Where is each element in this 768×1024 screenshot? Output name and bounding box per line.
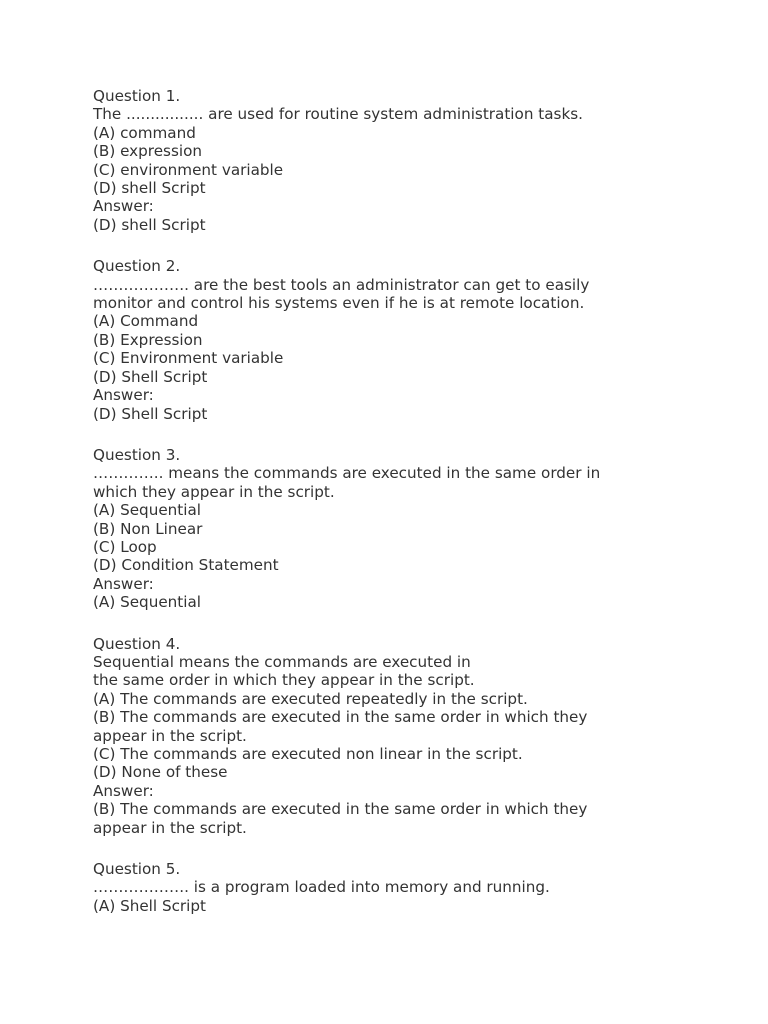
option: (D) Shell Script xyxy=(93,367,208,386)
document-page xyxy=(93,87,693,938)
answer-label: Answer: xyxy=(93,574,154,593)
answer-label: Answer: xyxy=(93,386,154,405)
answer-text: (B) The commands are executed in the same order in which they xyxy=(93,800,588,819)
question-heading: Question 3. xyxy=(93,445,181,464)
option: (B) expression xyxy=(93,142,203,161)
option: (A) Shell Script xyxy=(93,896,206,915)
answer-label: Answer: xyxy=(93,781,154,800)
option: appear in the script. xyxy=(93,726,247,745)
question-5 xyxy=(93,860,693,915)
option: (A) Sequential xyxy=(93,501,201,520)
question-stem: ………………. is a program loaded into memory and running. xyxy=(93,878,550,897)
option: (C) Loop xyxy=(93,537,157,556)
option: (D) None of these xyxy=(93,763,228,782)
question-stem: monitor and control his systems even if he is at remote location. xyxy=(93,294,585,313)
option: (B) The commands are executed in the same order in which they xyxy=(93,708,588,727)
option: (B) Expression xyxy=(93,330,203,349)
question-stem: Sequential means the commands are executed in xyxy=(93,652,471,671)
option: (D) shell Script xyxy=(93,179,206,198)
option: (D) Condition Statement xyxy=(93,556,279,575)
option: (A) command xyxy=(93,123,196,142)
option: (C) environment variable xyxy=(93,160,284,179)
option: (B) Non Linear xyxy=(93,519,203,538)
answer-text: (D) shell Script xyxy=(93,215,206,234)
question-stem: ………….. means the commands are executed in the same order in xyxy=(93,464,601,483)
question-heading: Question 4. xyxy=(93,634,181,653)
question-heading: Question 1. xyxy=(93,87,181,105)
option: (C) Environment variable xyxy=(93,349,284,368)
question-stem: ………………. are the best tools an administrator can get to easily xyxy=(93,275,590,294)
question-3 xyxy=(93,446,693,612)
question-heading: Question 5. xyxy=(93,860,181,879)
question-stem: the same order in which they appear in the script. xyxy=(93,671,475,690)
question-4 xyxy=(93,635,693,837)
answer-text: (A) Sequential xyxy=(93,593,201,612)
answer-label: Answer: xyxy=(93,197,154,216)
question-stem: which they appear in the script. xyxy=(93,482,335,501)
question-2 xyxy=(93,257,693,423)
option: (C) The commands are executed non linear in the script. xyxy=(93,745,523,763)
question-heading: Question 2. xyxy=(93,257,181,276)
option: (A) The commands are executed repeatedly in the script. xyxy=(93,689,528,708)
option: (A) Command xyxy=(93,312,199,331)
question-1 xyxy=(93,87,693,234)
answer-text: appear in the script. xyxy=(93,818,247,837)
question-stem: The ................ are used for routine system administration tasks. xyxy=(93,105,583,124)
answer-text: (D) Shell Script xyxy=(93,404,208,423)
